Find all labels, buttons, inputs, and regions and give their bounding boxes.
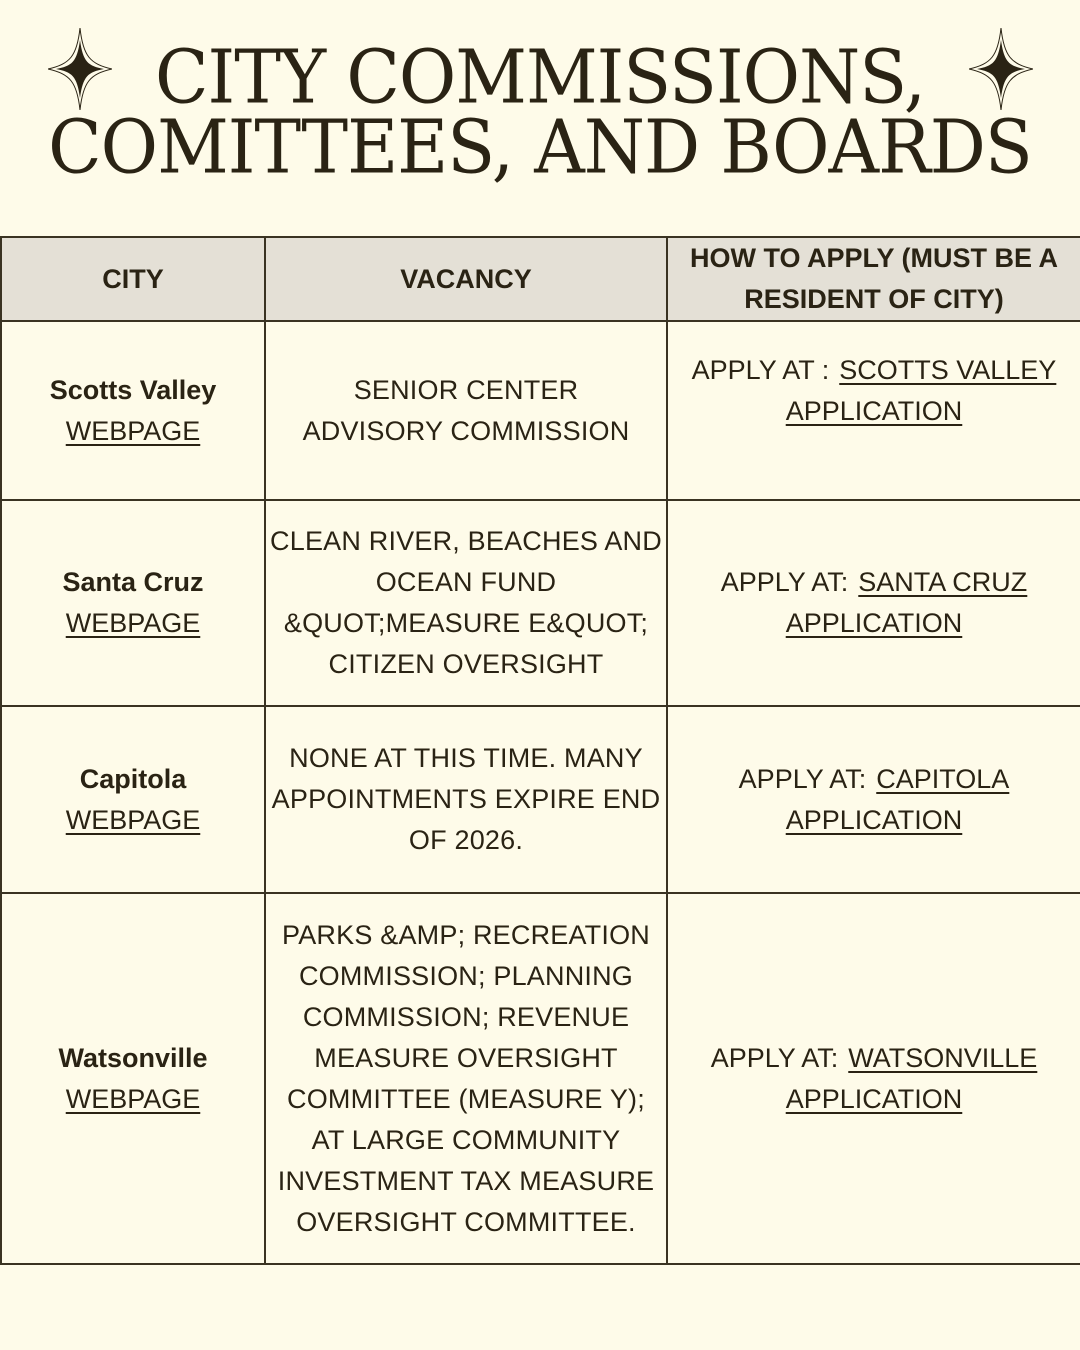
city-cell <box>1 893 265 1264</box>
city-webpage-link[interactable]: WEBPAGE <box>65 1083 201 1114</box>
city-name: Scotts Valley <box>49 374 217 405</box>
application-link[interactable]: APPLICATION <box>785 1083 963 1114</box>
application-link[interactable]: APPLICATION <box>785 608 963 638</box>
vacancy-cell <box>265 706 667 893</box>
apply-cell <box>667 893 1080 1264</box>
apply-cell <box>667 706 1080 893</box>
city-cell <box>1 500 265 706</box>
apply-label: APPLY AT: <box>710 1042 839 1073</box>
column-header-city: CITY <box>1 237 265 321</box>
vacancy-cell <box>265 500 667 706</box>
apply-label: APPLY AT: <box>738 763 867 794</box>
vacancy-cell <box>265 321 667 500</box>
vacancy-cell <box>265 893 667 1264</box>
vacancy-text: PARKS &AMP; RECREATION COMMISSION; PLANNING COMMISSION; REVENUE MEASURE OVERSIGHT COMMITTEE (MEASURE Y); AT LARGE COMMUNITY INVESTMENT TAX MEASURE OVERSIGHT COMMITTEE. <box>277 919 655 1237</box>
page-title <box>0 33 1080 191</box>
column-header-vacancy: VACANCY <box>265 237 667 321</box>
apply-cell <box>667 500 1080 706</box>
table-header-row <box>1 237 1080 321</box>
city-name: Watsonville <box>58 1042 208 1073</box>
table-row <box>1 706 1080 893</box>
application-link[interactable]: APPLICATION <box>785 396 963 426</box>
city-name: Santa Cruz <box>62 567 204 597</box>
application-link[interactable]: CAPITOLA <box>876 763 1010 794</box>
table-row <box>1 500 1080 706</box>
vacancy-table <box>0 236 1080 1265</box>
apply-label: APPLY AT : <box>691 355 830 385</box>
header <box>0 0 1080 236</box>
footer-space <box>0 1264 1080 1350</box>
city-cell <box>1 706 265 893</box>
application-link[interactable]: SCOTTS VALLEY <box>839 355 1057 385</box>
city-cell <box>1 321 265 500</box>
table-row <box>1 893 1080 1264</box>
application-link[interactable]: APPLICATION <box>785 804 963 835</box>
vacancy-text: NONE AT THIS TIME. MANY APPOINTMENTS EXPIRE END OF 2026. <box>271 743 661 855</box>
title-line-2: COMITTEES, AND BOARDS <box>48 103 1032 191</box>
city-name: Capitola <box>79 763 187 794</box>
application-link[interactable]: WATSONVILLE <box>848 1042 1038 1073</box>
city-webpage-link[interactable]: WEBPAGE <box>65 415 201 446</box>
apply-label: APPLY AT: <box>720 567 849 597</box>
vacancy-text: CLEAN RIVER, BEACHES AND OCEAN FUND &QUOT;MEASURE E&QUOT; CITIZEN OVERSIGHT <box>270 526 662 679</box>
city-webpage-link[interactable]: WEBPAGE <box>65 804 201 835</box>
vacancy-text: SENIOR CENTER ADVISORY COMMISSION <box>302 374 630 446</box>
apply-cell <box>667 321 1080 500</box>
title-line-1: CITY COMMISSIONS, <box>155 33 925 121</box>
application-link[interactable]: SANTA CRUZ <box>858 567 1028 597</box>
table-row <box>1 321 1080 500</box>
city-webpage-link[interactable]: WEBPAGE <box>65 608 201 638</box>
column-header-apply: HOW TO APPLY (MUST BE A RESIDENT OF CITY) <box>667 237 1080 321</box>
